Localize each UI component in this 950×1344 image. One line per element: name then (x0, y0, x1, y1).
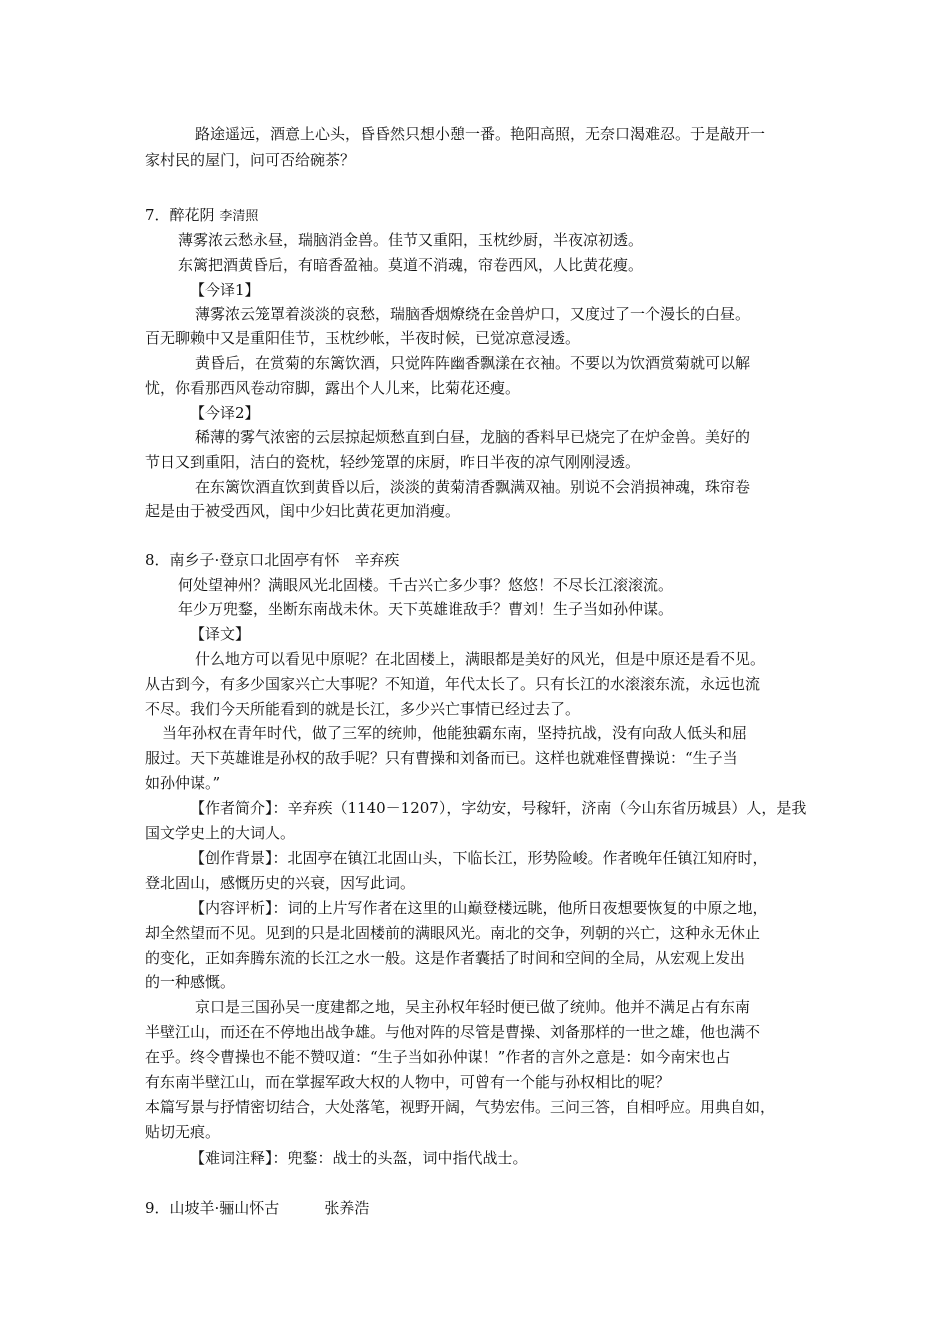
text-line: 的一种感慨。 (145, 973, 236, 991)
text-line: 薄雾浓云笼罩着淡淡的哀愁，瑞脑香烟燎绕在金兽炉口，又度过了一个漫长的白昼。 (195, 305, 751, 323)
text-line: 【内容评析】：词的上片写作者在这里的山巅登楼远眺，他所日夜想要恢复的中原之地， (190, 899, 768, 917)
text-line: 从古到今，有多少国家兴亡大事呢？不知道，年代太长了。只有长江的水滚滚东流，永远也流 (145, 675, 761, 693)
text-line: 的变化，正如奔腾东流的长江之水一般。这是作者囊括了时间和空间的全局，从宏观上发出 (145, 949, 746, 967)
text-line: 当年孙权在青年时代，做了三军的统帅，他能独霸东南，坚持抗战，没有向敌人低头和屈 (162, 724, 748, 742)
text-line: 本篇写景与抒情密切结合，大处落笔，视野开阔，气势宏伟。三问三答，自相呼应。用典自如， (145, 1098, 776, 1116)
text-line: 百无聊赖中又是重阳佳节，玉枕纱帐，半夜时候，已觉凉意浸透。 (145, 329, 581, 347)
subheading: 【今译1】 (190, 281, 260, 299)
text-line: 不尽。我们今天所能看到的就是长江，多少兴亡事情已经过去了。 (145, 700, 581, 718)
section-author: 李清照 (219, 209, 259, 224)
text-line: 贴切无痕。 (145, 1123, 221, 1141)
text-line: 国文学史上的大词人。 (145, 824, 296, 842)
text-line: 半壁江山，而还在不停地出战争雄。与他对阵的尽管是曹操、刘备那样的一世之雄，他也满不 (145, 1023, 761, 1041)
poem-line: 东篱把酒黄昏后，有暗香盈袖。莫道不消魂，帘卷西风，人比黄花瘦。 (178, 256, 644, 274)
text-line: 家村民的屋门，问可否给碗茶？ (145, 151, 356, 169)
poem-line: 薄雾浓云愁永昼，瑞脑消金兽。佳节又重阳，玉枕纱厨，半夜凉初透。 (178, 231, 644, 249)
section-heading: 9．山坡羊·骊山怀古 张养浩 (145, 1199, 370, 1217)
text-line: 服过。天下英雄谁是孙权的敌手呢？只有曹操和刘备而已。这样也就难怪曹操说：“生子当 (145, 749, 738, 767)
text-line: 却全然望而不见。见到的只是北固楼前的满眼风光。南北的交争，列朝的兴亡，这种永无休止 (145, 924, 761, 942)
text-line: 【作者简介】：辛弃疾（1140－1207），字幼安，号稼轩，济南（今山东省历城县）人，是我 (190, 799, 807, 817)
text-line: 忧，你看那西风卷动帘脚，露出个人儿来，比菊花还瘦。 (145, 379, 521, 397)
text-line: 京口是三国孙吴一度建都之地，吴主孙权年轻时便已做了统帅。他并不满足占有东南 (195, 998, 751, 1016)
subheading: 【译文】 (190, 625, 251, 643)
section-title: 7．醉花阴 (145, 206, 215, 224)
text-line: 节日又到重阳，洁白的瓷枕，轻纱笼罩的床厨，昨日半夜的凉气刚刚浸透。 (145, 453, 641, 471)
text-line: 在乎。终令曹操也不能不赞叹道：“生子当如孙仲谋！”作者的言外之意是：如今南宋也占 (145, 1048, 731, 1066)
text-line: 【创作背景】：北固亭在镇江北固山头，下临长江，形势险峻。作者晚年任镇江知府时， (190, 849, 768, 867)
section-heading (145, 203, 258, 227)
poem-line: 年少万兜鍪，坐断东南战未休。天下英雄谁敌手？曹刘！生子当如孙仲谋。 (178, 600, 674, 618)
text-line: 路途遥远，酒意上心头，昏昏然只想小憩一番。艳阳高照，无奈口渴难忍。于是敲开一 (195, 125, 766, 143)
text-line: 在东篱饮酒直饮到黄昏以后，淡淡的黄菊清香飘满双袖。别说不会消损神魂，珠帘卷 (195, 478, 751, 496)
text-line: 起是由于被受西风，闺中少妇比黄花更加消瘦。 (145, 502, 461, 520)
text-line: 什么地方可以看见中原呢？在北固楼上，满眼都是美好的风光，但是中原还是看不见。 (195, 650, 766, 668)
text-line: 【难词注释】：兜鍪：战士的头盔，词中指代战士。 (190, 1149, 528, 1167)
poem-line: 何处望神州？满眼风光北固楼。千古兴亡多少事？悠悠！不尽长江滚滚流。 (178, 576, 674, 594)
text-line: 登北固山，感慨历史的兴衰，因写此词。 (145, 874, 416, 892)
subheading: 【今译2】 (190, 404, 260, 422)
text-line: 稀薄的雾气浓密的云层掠起烦愁直到白昼，龙脑的香料早已烧完了在炉金兽。美好的 (195, 428, 751, 446)
text-line: 黄昏后，在赏菊的东篱饮酒，只觉阵阵幽香飘漾在衣袖。不要以为饮酒赏菊就可以解 (195, 354, 751, 372)
text-line: 有东南半壁江山，而在掌握军政大权的人物中，可曾有一个能与孙权相比的呢？ (145, 1073, 671, 1091)
text-line: 如孙仲谋。” (145, 774, 221, 792)
section-heading: 8．南乡子·登京口北固亭有怀 辛弃疾 (145, 551, 400, 569)
